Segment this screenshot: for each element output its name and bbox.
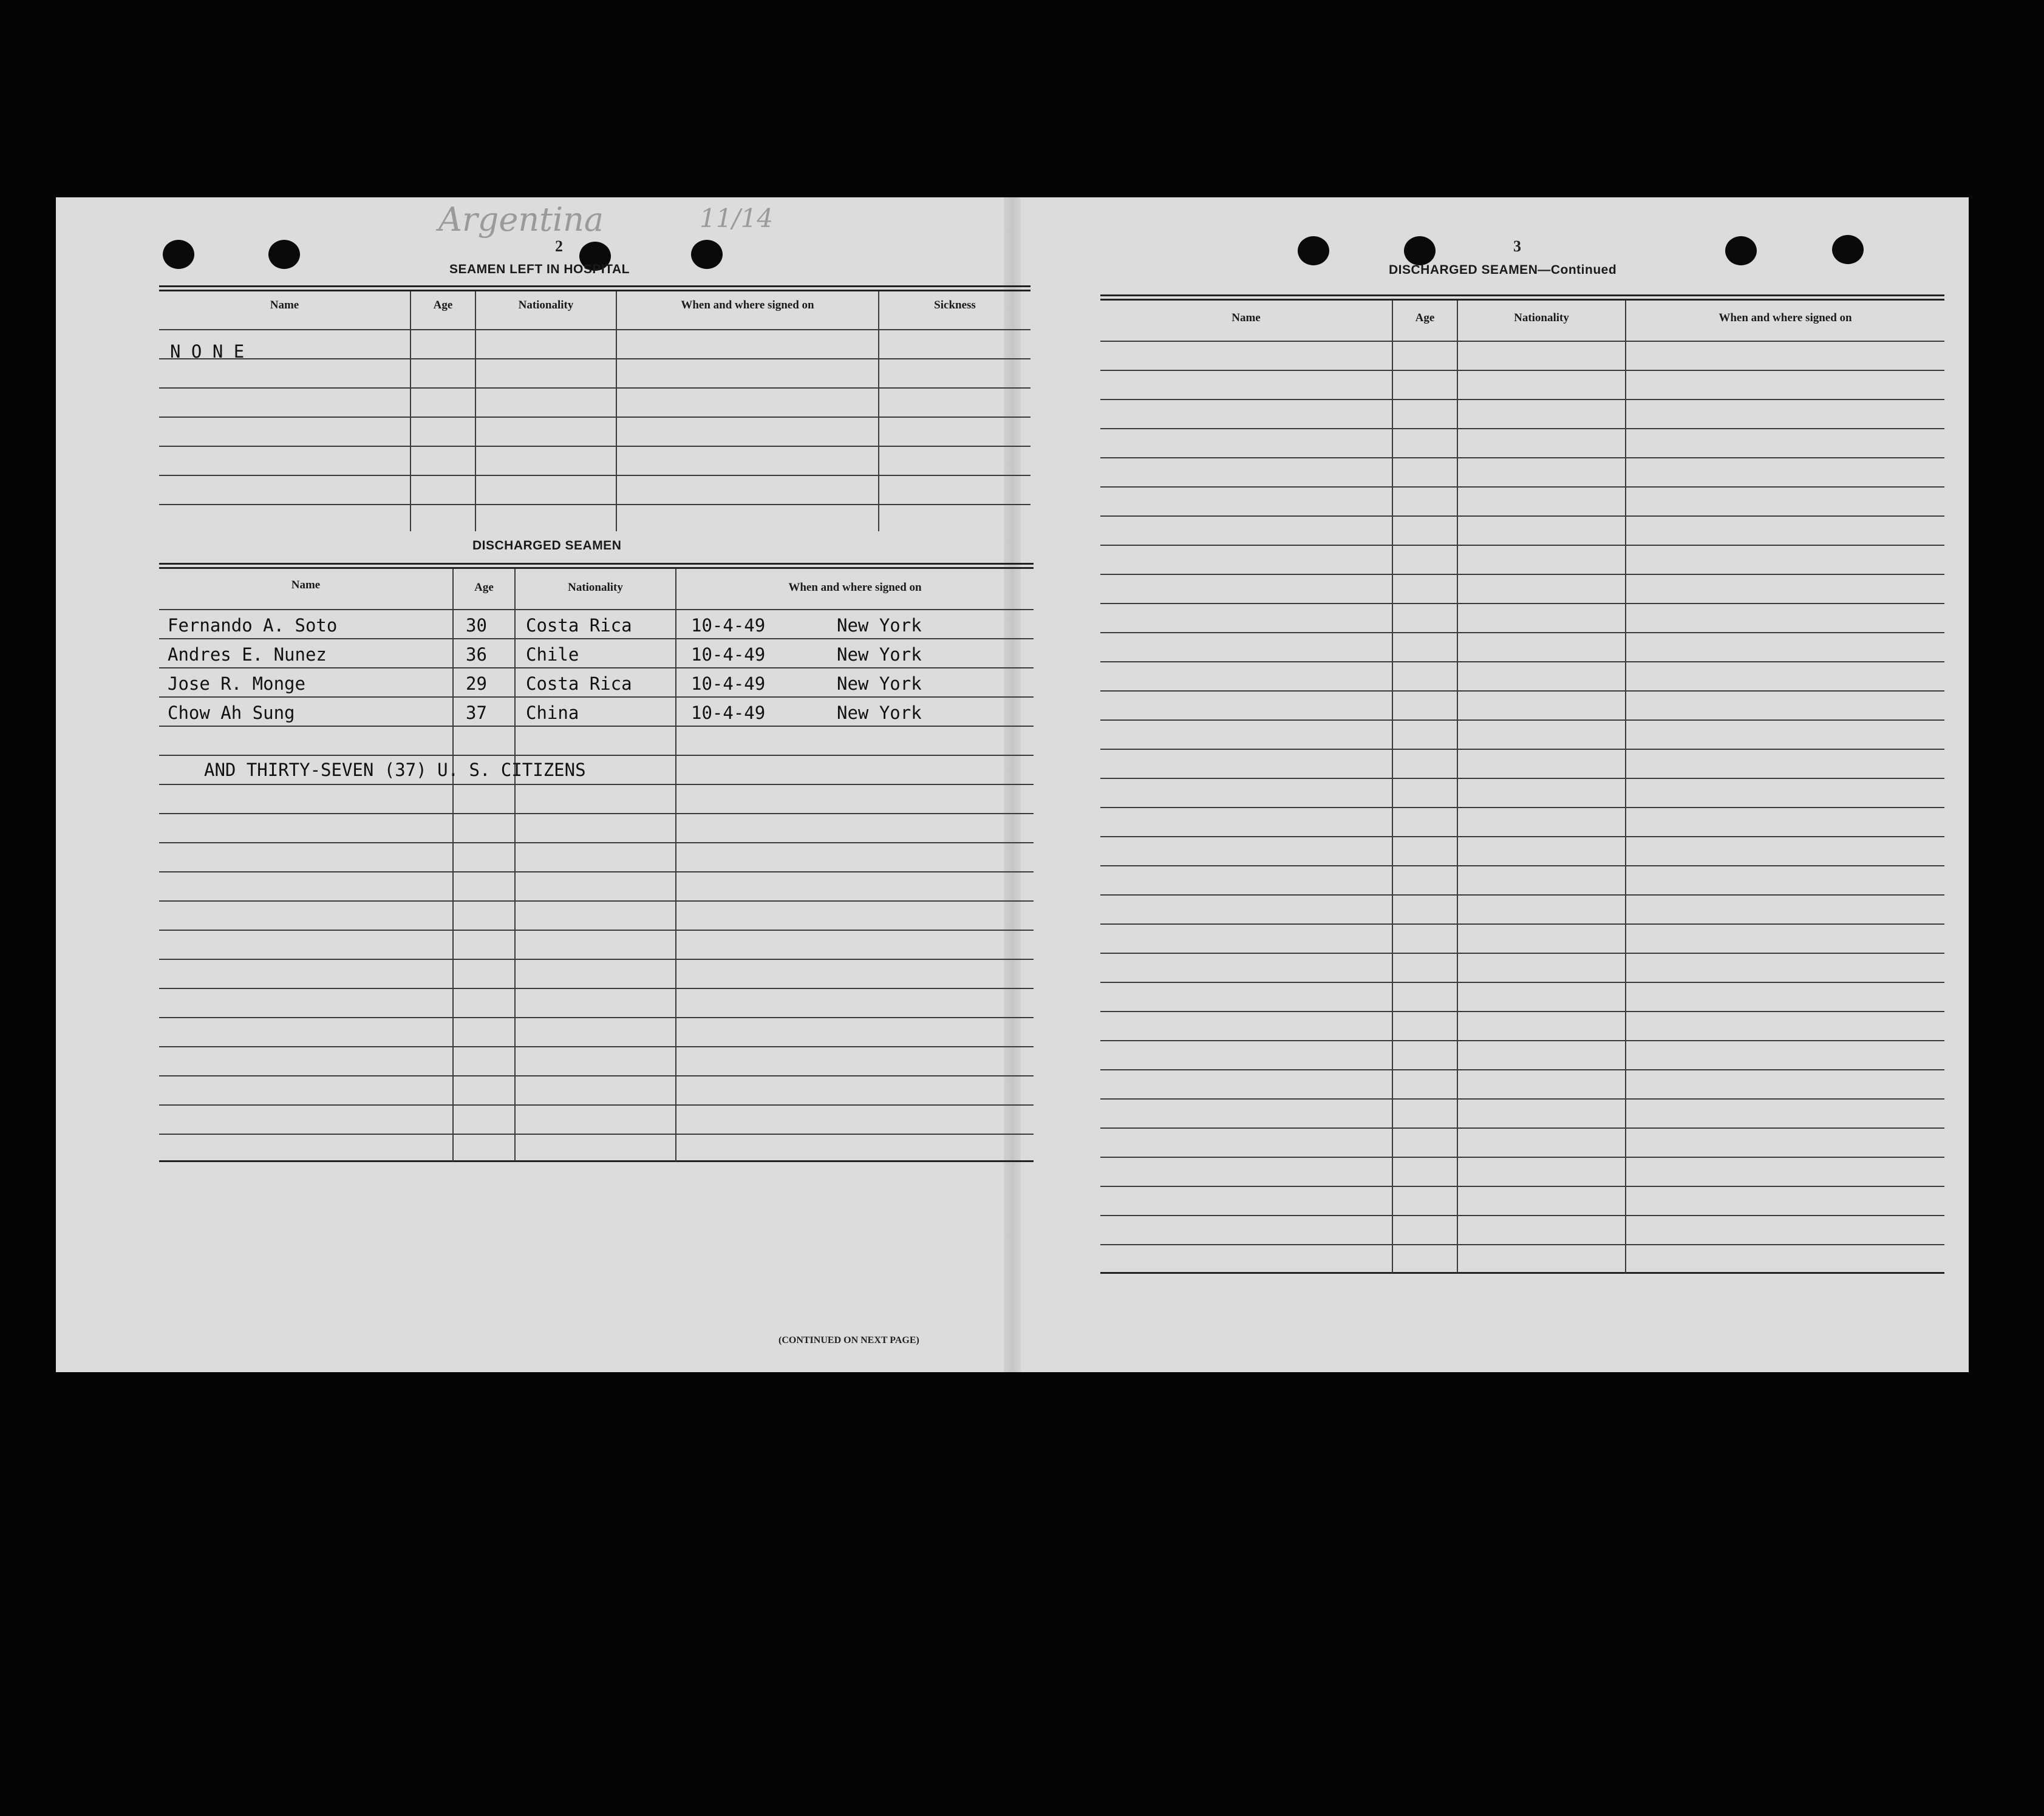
rule (1100, 1098, 1944, 1100)
hospital-col-age: Age (433, 299, 453, 311)
seaman-age: 30 (466, 615, 487, 636)
rule (1100, 1186, 1944, 1187)
rule (159, 784, 1034, 785)
rule (159, 446, 1031, 447)
rule (1100, 370, 1944, 371)
rule (1100, 457, 1944, 458)
discharged-col-signed-on: When and where signed on (788, 581, 922, 594)
rule (1100, 661, 1944, 662)
rule (159, 871, 1034, 872)
rule (159, 1104, 1034, 1106)
rule (1100, 299, 1944, 301)
rule (1100, 1215, 1944, 1216)
discharged-col-age: Age (474, 581, 494, 594)
rule (159, 813, 1034, 814)
right-discharged-table (1100, 294, 1944, 1278)
rule (878, 291, 879, 531)
rule (1100, 545, 1944, 546)
rule (1100, 399, 1944, 400)
rule (159, 1046, 1034, 1047)
continued-footer: (CONTINUED ON NEXT PAGE) (778, 1335, 919, 1345)
citizens-note: AND THIRTY-SEVEN (37) U. S. CITIZENS (204, 760, 586, 780)
rule (1100, 294, 1944, 296)
seaman-age: 29 (466, 673, 487, 694)
rule (1100, 515, 1944, 517)
punch-hole (1832, 235, 1864, 264)
rule (1100, 982, 1944, 983)
rule (159, 900, 1034, 902)
seaman-signed-place: New York (837, 615, 922, 636)
punch-hole (1725, 236, 1757, 265)
seaman-signed-date: 10-4-49 (691, 702, 766, 723)
right-section-title: DISCHARGED SEAMEN—Continued (1389, 263, 1617, 277)
rule (514, 569, 516, 1161)
rule (159, 1160, 1034, 1162)
rule (1100, 1011, 1944, 1012)
seaman-name: Andres E. Nunez (168, 644, 327, 665)
rule (1100, 1069, 1944, 1070)
manifest-sheet (56, 197, 1969, 1372)
rule (159, 567, 1034, 569)
hospital-col-nationality: Nationality (518, 299, 574, 311)
rule (159, 696, 1034, 698)
rule (1100, 953, 1944, 954)
rule (159, 959, 1034, 960)
seaman-nationality: Costa Rica (526, 615, 632, 636)
seaman-signed-place: New York (837, 673, 922, 694)
hospital-col-signed-on: When and where signed on (681, 299, 814, 311)
seaman-name: Fernando A. Soto (168, 615, 338, 636)
rule (1457, 301, 1458, 1273)
rule (159, 358, 1031, 359)
rule (1100, 719, 1944, 721)
rule (1100, 1157, 1944, 1158)
rule (159, 842, 1034, 843)
punch-hole (1404, 236, 1436, 265)
seaman-nationality: China (526, 702, 579, 723)
rule (159, 667, 1034, 668)
rule (1100, 1127, 1944, 1129)
right-col-signed-on: When and where signed on (1719, 311, 1852, 324)
rule (1100, 486, 1944, 488)
handwritten-country: Argentina (438, 200, 604, 239)
rule (1392, 301, 1393, 1273)
seaman-signed-date: 10-4-49 (691, 615, 766, 636)
hospital-table (159, 285, 1031, 531)
seaman-signed-place: New York (837, 702, 922, 723)
hospital-col-sickness: Sickness (934, 299, 976, 311)
seaman-nationality: Chile (526, 644, 579, 665)
punch-hole (1298, 236, 1329, 265)
rule (159, 1134, 1034, 1135)
rule (1625, 301, 1626, 1273)
rule (1100, 923, 1944, 925)
rule (1100, 778, 1944, 779)
page-number-left: 2 (555, 237, 563, 255)
punch-hole (163, 240, 194, 269)
right-col-name: Name (1232, 311, 1261, 324)
rule (452, 569, 454, 1161)
discharged-col-name: Name (291, 579, 321, 591)
rule (1100, 865, 1944, 866)
rule (1100, 603, 1944, 604)
rule (159, 609, 1034, 610)
rule (1100, 894, 1944, 896)
rule (616, 291, 617, 531)
discharged-table (159, 563, 1034, 1164)
rule (475, 291, 476, 531)
seaman-name: Chow Ah Sung (168, 702, 295, 723)
rule (675, 569, 676, 1161)
rule (1100, 1272, 1944, 1274)
right-col-nationality: Nationality (1514, 311, 1569, 324)
rule (1100, 632, 1944, 633)
rule (159, 1017, 1034, 1018)
right-col-age: Age (1415, 311, 1435, 324)
seaman-nationality: Costa Rica (526, 673, 632, 694)
rule (159, 475, 1031, 476)
hospital-section-title: SEAMEN LEFT IN HOSPITAL (449, 262, 630, 276)
rule (159, 755, 1034, 756)
seaman-signed-date: 10-4-49 (691, 673, 766, 694)
hospital-entry-none: N O N E (170, 341, 245, 362)
rule (1100, 341, 1944, 342)
rule (1100, 1040, 1944, 1041)
seaman-age: 36 (466, 644, 487, 665)
rule (159, 417, 1031, 418)
rule (159, 387, 1031, 389)
rule (1100, 749, 1944, 750)
discharged-section-title: DISCHARGED SEAMEN (472, 539, 622, 553)
punch-hole (691, 240, 723, 269)
rule (410, 291, 411, 531)
rule (1100, 690, 1944, 692)
seaman-signed-date: 10-4-49 (691, 644, 766, 665)
rule (1100, 428, 1944, 429)
punch-hole (268, 240, 300, 269)
handwritten-number: 11/14 (700, 203, 774, 233)
seaman-signed-place: New York (837, 644, 922, 665)
rule (159, 285, 1031, 287)
rule (1100, 574, 1944, 575)
page-number-right: 3 (1513, 237, 1521, 255)
hospital-col-name: Name (270, 299, 299, 311)
rule (1100, 807, 1944, 808)
rule (159, 504, 1031, 505)
rule (159, 930, 1034, 931)
rule (159, 726, 1034, 727)
rule (159, 563, 1034, 565)
rule (159, 638, 1034, 639)
rule (159, 1075, 1034, 1076)
rule (159, 290, 1031, 291)
rule (159, 329, 1031, 330)
rule (1100, 836, 1944, 837)
discharged-col-nationality: Nationality (568, 581, 623, 594)
rule (1100, 1244, 1944, 1245)
seaman-name: Jose R. Monge (168, 673, 305, 694)
rule (159, 988, 1034, 989)
seaman-age: 37 (466, 702, 487, 723)
